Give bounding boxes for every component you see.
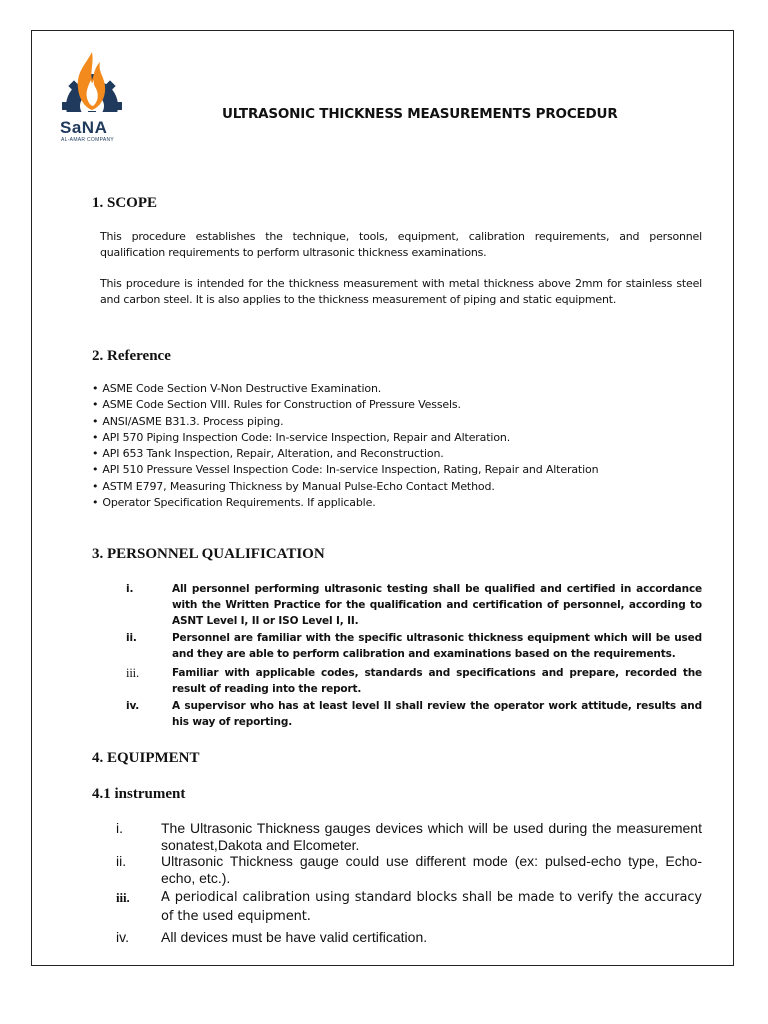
list-item-text: Ultrasonic Thickness gauge could use different mode (ex: pulsed-echo type, Echo-echo, etc.). bbox=[161, 853, 702, 886]
logo-wordmark: SaNA bbox=[60, 118, 108, 137]
list-item bbox=[116, 853, 702, 886]
logo-subtitle: AL-AMAR COMPANY bbox=[61, 137, 115, 143]
list-item-text: A supervisor who has at least level II shall review the operator work attitude, results and his way of reporting. bbox=[172, 700, 702, 728]
list-item bbox=[116, 820, 702, 853]
list-item-number: i. bbox=[126, 583, 134, 595]
equipment-heading: 4. EQUIPMENT bbox=[92, 750, 200, 766]
list-item bbox=[126, 581, 702, 629]
scope-heading: 1. SCOPE bbox=[92, 195, 158, 211]
list-item-number: iv. bbox=[116, 929, 129, 945]
list-item: • API 653 Tank Inspection, Repair, Alteration, and Reconstruction. bbox=[92, 446, 712, 462]
instrument-subheading: 4.1 instrument bbox=[92, 786, 186, 802]
list-item: • ASTM E797, Measuring Thickness by Manual Pulse-Echo Contact Method. bbox=[92, 479, 712, 495]
list-item bbox=[116, 929, 702, 946]
list-item-number: ii. bbox=[126, 632, 137, 644]
scope-paragraph-2: This procedure is intended for the thickness measurement with metal thickness above 2mm for stainless steel and carbon steel. It is also applies to the thickness measurement of piping and static equipment. bbox=[100, 277, 702, 306]
list-item bbox=[126, 665, 702, 697]
list-item: • ASME Code Section VIII. Rules for Construction of Pressure Vessels. bbox=[92, 397, 712, 413]
list-item-number: i. bbox=[116, 820, 123, 836]
list-item-number: ii. bbox=[116, 853, 127, 869]
scope-paragraph-1: This procedure establishes the technique, tools, equipment, calibration requirements, and personnel qualification requirements to perform ultrasonic thickness examinations. bbox=[100, 230, 702, 259]
reference-list bbox=[92, 381, 712, 511]
list-item bbox=[126, 630, 702, 662]
personnel-heading: 3. PERSONNEL QUALIFICATION bbox=[92, 546, 325, 562]
list-item: • ANSI/ASME B31.3. Process piping. bbox=[92, 414, 712, 430]
list-item bbox=[126, 698, 702, 730]
list-item-number: iii. bbox=[116, 890, 130, 905]
list-item-text: A periodical calibration using standard blocks shall be made to verify the accuracy of the used equipment. bbox=[161, 890, 702, 924]
list-item: • API 570 Piping Inspection Code: In-service Inspection, Repair and Alteration. bbox=[92, 430, 712, 446]
reference-heading: 2. Reference bbox=[92, 348, 171, 364]
list-item bbox=[116, 888, 702, 926]
list-item-number: iv. bbox=[126, 700, 140, 712]
document-title: ULTRASONIC THICKNESS MEASUREMENTS PROCEDUR bbox=[222, 106, 618, 122]
list-item-number: iii. bbox=[126, 666, 139, 680]
list-item-text: All personnel performing ultrasonic testing shall be qualified and certified in accordance with the Written Practice for the qualification and certification of personnel, according to ASNT Level I, II or ISO Level I, II. bbox=[172, 583, 702, 627]
list-item: • API 510 Pressure Vessel Inspection Code: In-service Inspection, Rating, Repair and Alteration bbox=[92, 462, 712, 478]
list-item-text: Familiar with applicable codes, standards and specifications and prepare, recorded the result of reading into the report. bbox=[172, 667, 702, 695]
list-item: • Operator Specification Requirements. If applicable. bbox=[92, 495, 712, 511]
list-item-text: Personnel are familiar with the specific ultrasonic thickness equipment which will be used and they are able to perform calibration and examinations based on the requirements. bbox=[172, 632, 702, 660]
list-item-text: The Ultrasonic Thickness gauges devices which will be used during the measurement sonatest,Dakota and Elcometer. bbox=[161, 820, 702, 853]
list-item: • ASME Code Section V-Non Destructive Examination. bbox=[92, 381, 712, 397]
list-item-text: All devices must be have valid certification. bbox=[161, 929, 428, 945]
